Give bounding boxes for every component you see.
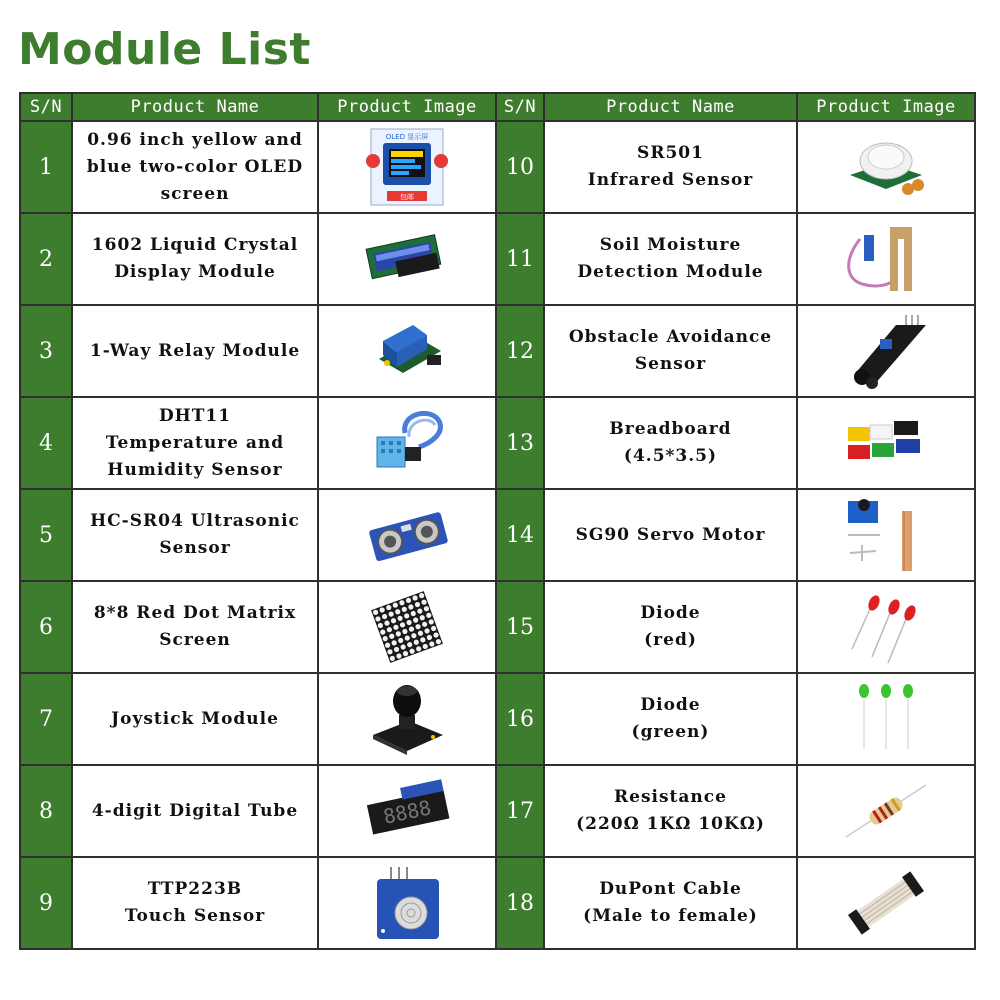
- product-name-line: 1-Way Relay Module: [89, 340, 301, 361]
- digital-tube-icon: [361, 771, 453, 851]
- table-row: [20, 397, 975, 489]
- relay-module-icon: [361, 311, 453, 391]
- serial-number: 11: [496, 213, 544, 305]
- soil-moisture-icon: [840, 219, 932, 299]
- servo-motor-icon: [840, 495, 932, 575]
- product-name-line: Breadboard: [609, 419, 732, 439]
- product-name-line: (220Ω 1KΩ 10KΩ): [576, 814, 765, 834]
- serial-number: 17: [496, 765, 544, 857]
- touch-sensor-icon: [361, 863, 453, 943]
- product-image: [797, 397, 975, 489]
- product-name-line: TTP223B: [147, 879, 243, 899]
- green-led-icon: [840, 679, 932, 759]
- product-name-line: SR501: [637, 143, 704, 163]
- product-name: [544, 765, 797, 857]
- table-row: [20, 765, 975, 857]
- dot-matrix-icon: [361, 587, 453, 667]
- table-row: [20, 581, 975, 673]
- product-image: [797, 489, 975, 581]
- table-row: [20, 673, 975, 765]
- product-name-line: Screen: [159, 630, 231, 650]
- product-name-line: (red): [644, 630, 697, 650]
- product-name-line: screen: [160, 183, 230, 204]
- product-name: [544, 213, 797, 305]
- product-name-line: 0.96 inch yellow and: [87, 129, 303, 150]
- product-name-line: Infrared Sensor: [587, 170, 754, 190]
- product-name-line: Detection Module: [577, 262, 764, 282]
- table-row: [20, 857, 975, 949]
- module-table: [19, 92, 976, 950]
- table-row: [20, 213, 975, 305]
- product-name-line: DuPont Cable: [599, 879, 742, 899]
- product-name: [544, 673, 797, 765]
- serial-number: 6: [20, 581, 72, 673]
- table-row: [20, 489, 975, 581]
- serial-number: 2: [20, 213, 72, 305]
- header-product-name: Product Name: [72, 93, 318, 121]
- product-name-line: Obstacle Avoidance: [568, 327, 773, 347]
- serial-number: 1: [20, 121, 72, 213]
- ultrasonic-sensor-icon: [361, 495, 453, 575]
- product-name: [72, 673, 318, 765]
- pir-sensor-icon: [840, 127, 932, 207]
- breadboard-icon: [840, 403, 932, 483]
- header-product-name: Product Name: [544, 93, 797, 121]
- serial-number: 12: [496, 305, 544, 397]
- product-name: [544, 857, 797, 949]
- oled-display-icon: [361, 127, 453, 207]
- product-image: [318, 489, 496, 581]
- product-name: [72, 213, 318, 305]
- product-name-line: (green): [631, 722, 710, 742]
- product-name-line: Touch Sensor: [124, 906, 266, 926]
- serial-number: 8: [20, 765, 72, 857]
- joystick-icon: [361, 679, 453, 759]
- product-name-line: (4.5*3.5): [623, 446, 718, 466]
- header-product-image: Product Image: [318, 93, 496, 121]
- table-header-row: [20, 93, 975, 121]
- product-name-line: (Male to female): [583, 906, 758, 926]
- resistor-icon: [840, 771, 932, 851]
- product-name-line: Display Module: [114, 262, 276, 282]
- product-name: [72, 121, 318, 213]
- serial-number: 5: [20, 489, 72, 581]
- product-image: [318, 581, 496, 673]
- serial-number: 15: [496, 581, 544, 673]
- serial-number: 18: [496, 857, 544, 949]
- product-image: [797, 121, 975, 213]
- product-name-line: Resistance: [614, 787, 727, 807]
- product-image: [797, 673, 975, 765]
- product-name-line: DHT11: [158, 405, 232, 426]
- product-name-line: Soil Moisture: [599, 235, 742, 255]
- product-name: [72, 397, 318, 489]
- table-row: [20, 305, 975, 397]
- lcd-module-icon: [361, 219, 453, 299]
- svg-text:包邮: 包邮: [400, 193, 414, 201]
- product-image: [318, 857, 496, 949]
- serial-number: 14: [496, 489, 544, 581]
- product-image: [797, 857, 975, 949]
- product-name: [72, 857, 318, 949]
- product-name: [544, 581, 797, 673]
- page-title: Module List: [18, 24, 311, 75]
- product-image: [797, 213, 975, 305]
- product-name: [72, 489, 318, 581]
- dupont-cable-icon: [840, 863, 932, 943]
- table-row: [20, 121, 975, 213]
- serial-number: 10: [496, 121, 544, 213]
- product-image: [318, 673, 496, 765]
- serial-number: 16: [496, 673, 544, 765]
- product-name-line: 1602 Liquid Crystal: [91, 235, 299, 255]
- product-name-line: blue two-color OLED: [86, 156, 304, 177]
- serial-number: 9: [20, 857, 72, 949]
- product-name-line: 8*8 Red Dot Matrix: [93, 603, 297, 623]
- dht11-sensor-icon: [361, 403, 453, 483]
- serial-number: 7: [20, 673, 72, 765]
- serial-number: 3: [20, 305, 72, 397]
- product-name: [544, 305, 797, 397]
- product-name-line: Temperature and: [105, 432, 285, 453]
- product-name-line: Sensor: [634, 354, 707, 374]
- product-image: [318, 397, 496, 489]
- svg-text:8888: 8888: [381, 795, 434, 829]
- serial-number: 4: [20, 397, 72, 489]
- svg-text:OLED 显示屏: OLED 显示屏: [385, 133, 429, 141]
- product-image: [318, 305, 496, 397]
- product-image: [318, 213, 496, 305]
- product-name: [544, 397, 797, 489]
- obstacle-sensor-icon: [840, 311, 932, 391]
- product-image: [797, 765, 975, 857]
- product-name: [544, 121, 797, 213]
- product-name-line: Diode: [640, 695, 701, 715]
- product-name-line: Sensor: [159, 538, 231, 558]
- header-sn: S/N: [496, 93, 544, 121]
- product-name: [72, 581, 318, 673]
- product-name-line: SG90 Servo Motor: [575, 524, 766, 545]
- product-name: [544, 489, 797, 581]
- product-image: [797, 581, 975, 673]
- product-name-line: Humidity Sensor: [107, 459, 283, 480]
- product-image: [797, 305, 975, 397]
- product-name: [72, 765, 318, 857]
- product-image: [318, 121, 496, 213]
- product-name-line: 4-digit Digital Tube: [91, 800, 299, 821]
- product-name-line: Joystick Module: [111, 708, 279, 729]
- header-product-image: Product Image: [797, 93, 975, 121]
- serial-number: 13: [496, 397, 544, 489]
- product-name-line: Diode: [640, 603, 701, 623]
- header-sn: S/N: [20, 93, 72, 121]
- red-led-icon: [840, 587, 932, 667]
- product-image: [318, 765, 496, 857]
- product-name: [72, 305, 318, 397]
- product-name-line: HC-SR04 Ultrasonic: [90, 511, 300, 531]
